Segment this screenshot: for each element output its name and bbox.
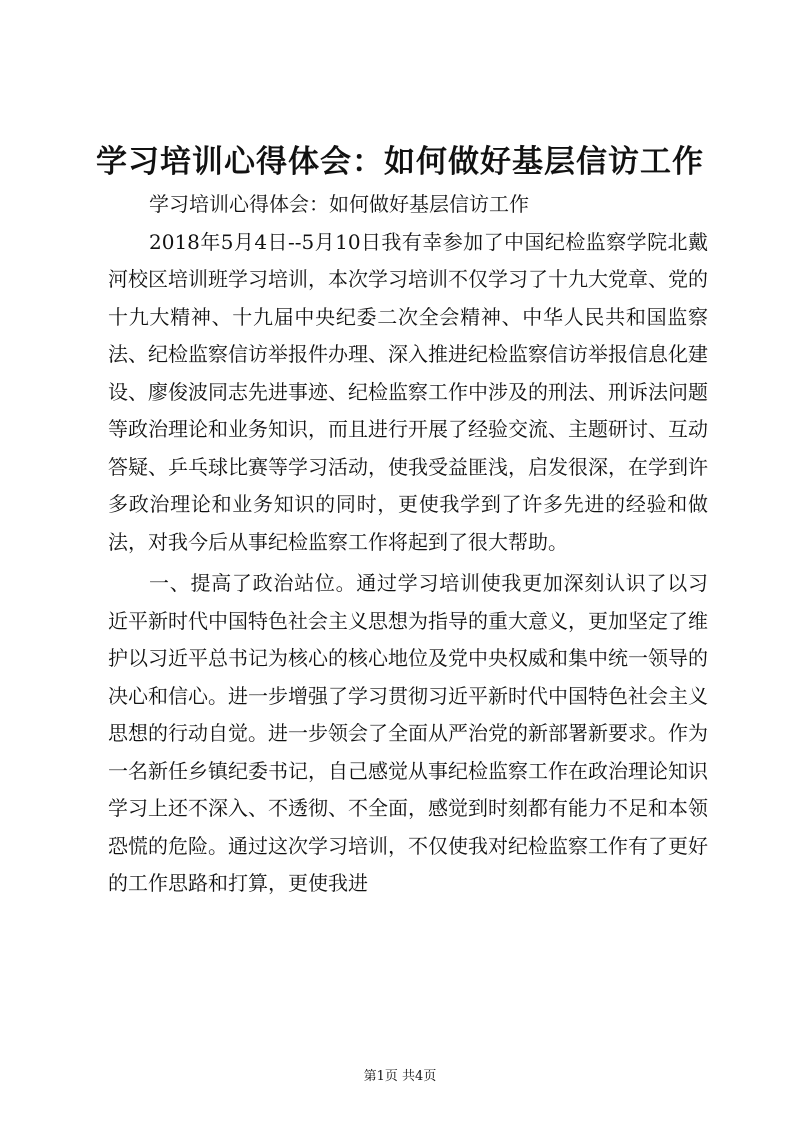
document-body — [108, 186, 708, 903]
page-number-footer: 第1页 共4页 — [363, 1069, 437, 1084]
paragraph-intro: 2018年5月4日--5月10日我有幸参加了中国纪检监察学院北戴河校区培训班学习培训，本次学习培训不仅学习了十九大党章、党的十九大精神、十九届中央纪委二次全会精神、中华人民共和国监察法、纪检监察信访举报件办理、深入推进纪检监察信访举报信息化建设、廖俊波同志先进事迹、纪检监察工作中涉及的刑法、刑诉法问题等政治理论和业务知识，而且进行开展了经验交流、主题研讨、互动答疑、乒乓球比赛等学习活动，使我受益匪浅，启发很深，在学到许多政治理论和业务知识的同时，更使我学到了许多先进的经验和做法，对我今后从事纪检监察工作将起到了很大帮助。 — [108, 229, 708, 554]
document-title: 学习培训心得体会：如何做好基层信访工作 — [96, 144, 704, 180]
paragraph-political-stance: 一、提高了政治站位。通过学习培训使我更加深刻认识了以习近平新时代中国特色社会主义思想为指导的重大意义，更加坚定了维护以习近平总书记为核心的核心地位及党中央权威和集中统一领导的决心和信心。进一步增强了学习贯彻习近平新时代中国特色社会主义思想的行动自觉。进一步领会了全面从严治党的新部署新要求。作为一名新任乡镇纪委书记，自己感觉从事纪检监察工作在政治理论知识学习上还不深入、不透彻、不全面，感觉到时刻都有能力不足和本领恐慌的危险。通过这次学习培训，不仅使我对纪检监察工作有了更好的工作思路和打算，更使我进 — [108, 571, 708, 895]
document-subtitle: 学习培训心得体会：如何做好基层信访工作 — [149, 192, 529, 216]
